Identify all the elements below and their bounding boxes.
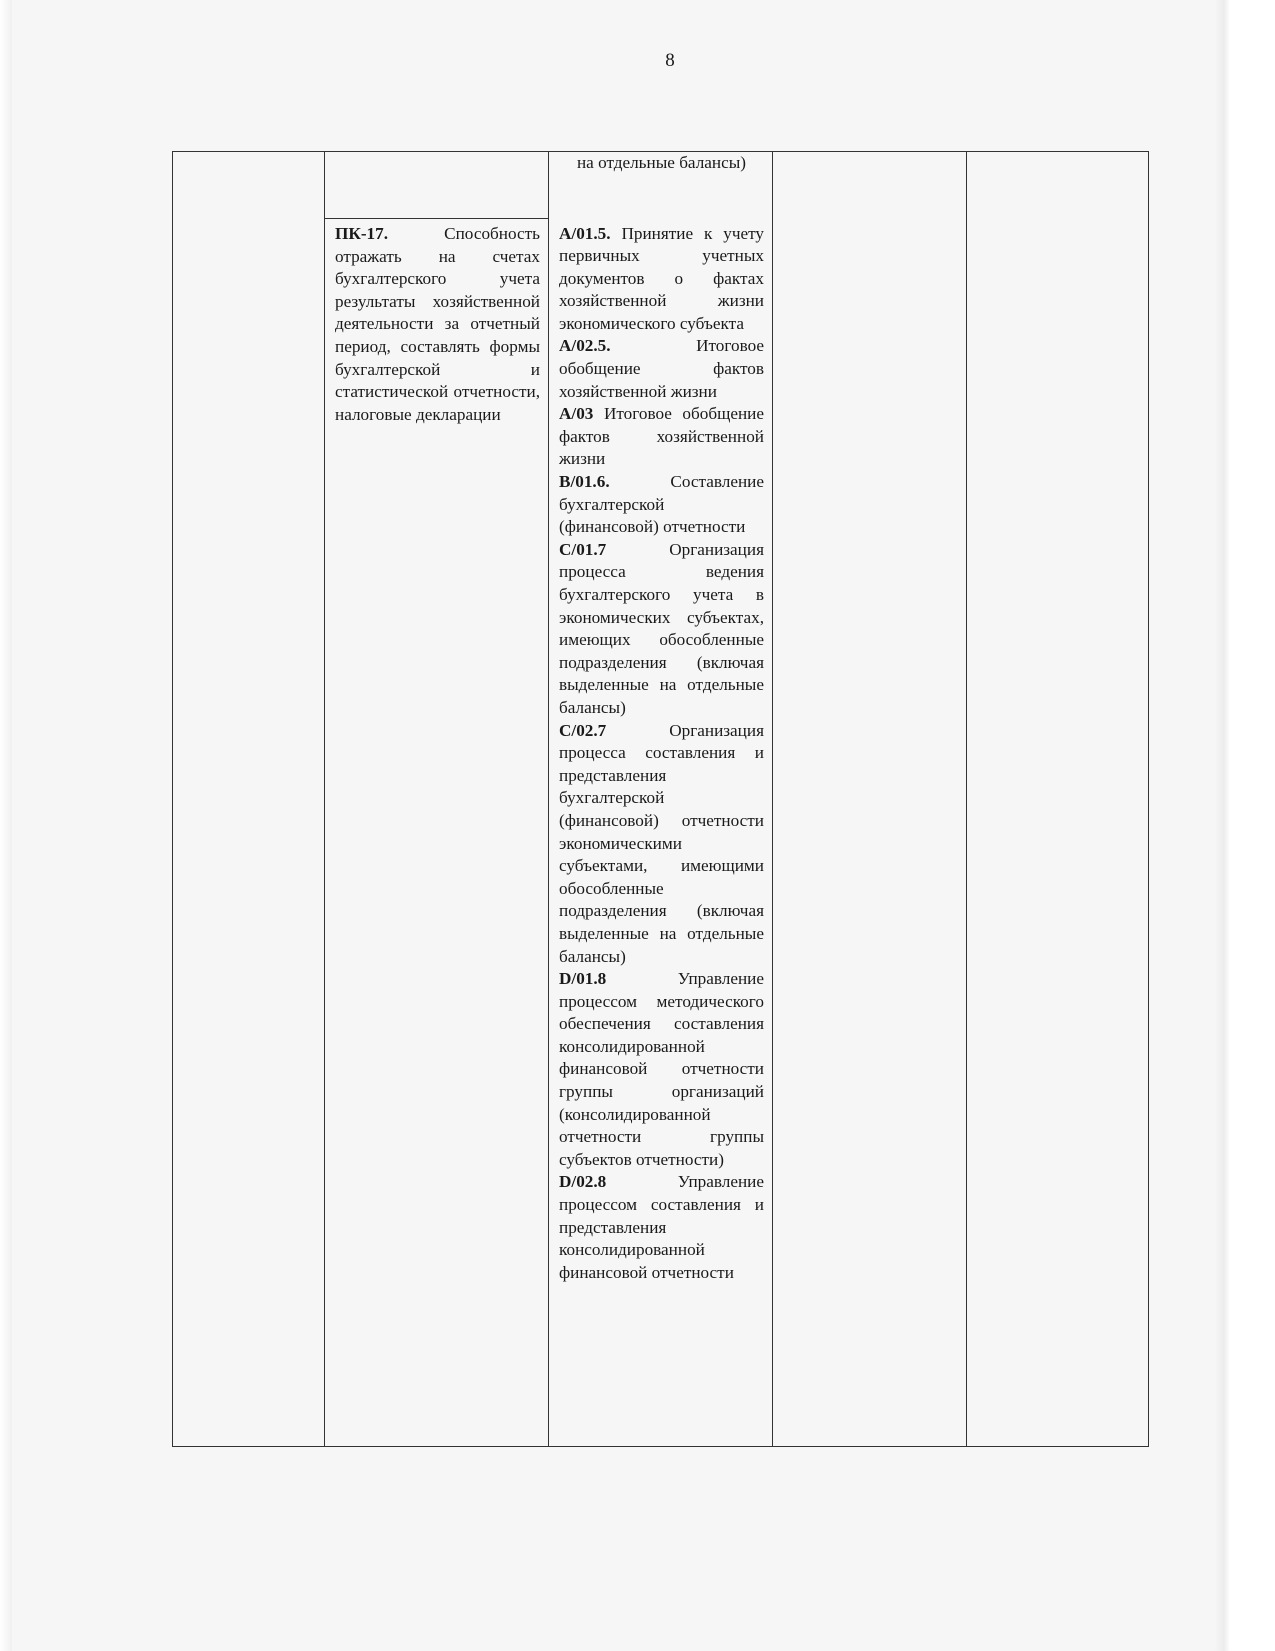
labor-function-item xyxy=(559,403,764,471)
labor-function-item xyxy=(559,720,764,969)
labor-function-code: В/01.6. xyxy=(559,472,610,492)
labor-function-item xyxy=(559,335,764,403)
scan-right-edge xyxy=(1215,0,1275,1651)
table-cell-empty xyxy=(773,219,967,1447)
labor-function-item xyxy=(559,1171,764,1284)
table-row-pk17 xyxy=(173,219,1149,1447)
labor-function-item xyxy=(559,539,764,720)
labor-function-text: Организация процесса ведения бухгалтерского учета в экономических субъектах, имеющих обособленные подразделения (включая выделенные на отдельные балансы) xyxy=(559,539,764,717)
table-cell-empty xyxy=(967,219,1149,1447)
continuation-text: на отдельные балансы) xyxy=(576,153,747,172)
labor-function-item xyxy=(559,471,764,539)
table-cell-functions-continuation xyxy=(549,152,773,219)
competence-text: Способность отражать на счетах бухгалтерского учета результаты хозяйственной деятельности за отчетный период, составлять формы бухгалтерской и статистической отчетности, налоговые декларации xyxy=(335,224,540,424)
table-row-continuation xyxy=(173,152,1149,219)
labor-function-code: А/03 xyxy=(559,404,594,424)
labor-function-code: С/02.7 xyxy=(559,720,607,740)
labor-function-code: D/02.8 xyxy=(559,1172,607,1192)
page-number: 8 xyxy=(665,50,675,71)
labor-function-item xyxy=(559,968,764,1171)
competence-table xyxy=(172,151,1149,1447)
labor-function-text: Управление процессом составления и представления консолидированной финансовой отчетности xyxy=(559,1172,764,1282)
table-cell-labor-functions xyxy=(549,219,773,1447)
table-cell-empty xyxy=(173,152,325,219)
table-cell-empty xyxy=(173,219,325,1447)
table-cell-empty xyxy=(773,152,967,219)
labor-function-text: Составление бухгалтерской (финансовой) отчетности xyxy=(559,472,764,537)
scan-left-edge xyxy=(0,0,12,1651)
labor-function-code: А/01.5. xyxy=(559,223,611,243)
table-cell-empty xyxy=(967,152,1149,219)
labor-function-text: Управление процессом методического обеспечения составления консолидированной финансовой отчетности группы организаций (консолидированной отчетности группы субъектов отчетности) xyxy=(559,969,764,1169)
labor-function-item xyxy=(559,223,764,336)
labor-function-text: Итоговое обобщение фактов хозяйственной жизни xyxy=(559,404,764,469)
labor-function-text: Принятие к учету первичных учетных документов о фактах хозяйственной жизни экономического субъекта xyxy=(559,223,765,333)
labor-function-text: Организация процесса составления и представления бухгалтерской (финансовой) отчетности экономическими субъектами, имеющими обособленные подразделения (включая выделенные на отдельные балансы) xyxy=(559,720,764,966)
competence-code: ПК-17. xyxy=(335,224,389,243)
table-cell-empty xyxy=(325,152,549,219)
labor-function-code: А/02.5. xyxy=(559,336,611,356)
labor-function-code: С/01.7 xyxy=(559,539,607,559)
labor-function-text: Итоговое обобщение фактов хозяйственной жизни xyxy=(559,336,764,401)
labor-function-code: D/01.8 xyxy=(559,969,607,989)
table-cell-competence xyxy=(325,219,549,1447)
labor-function-list xyxy=(549,219,772,1285)
competence-description xyxy=(325,219,548,426)
